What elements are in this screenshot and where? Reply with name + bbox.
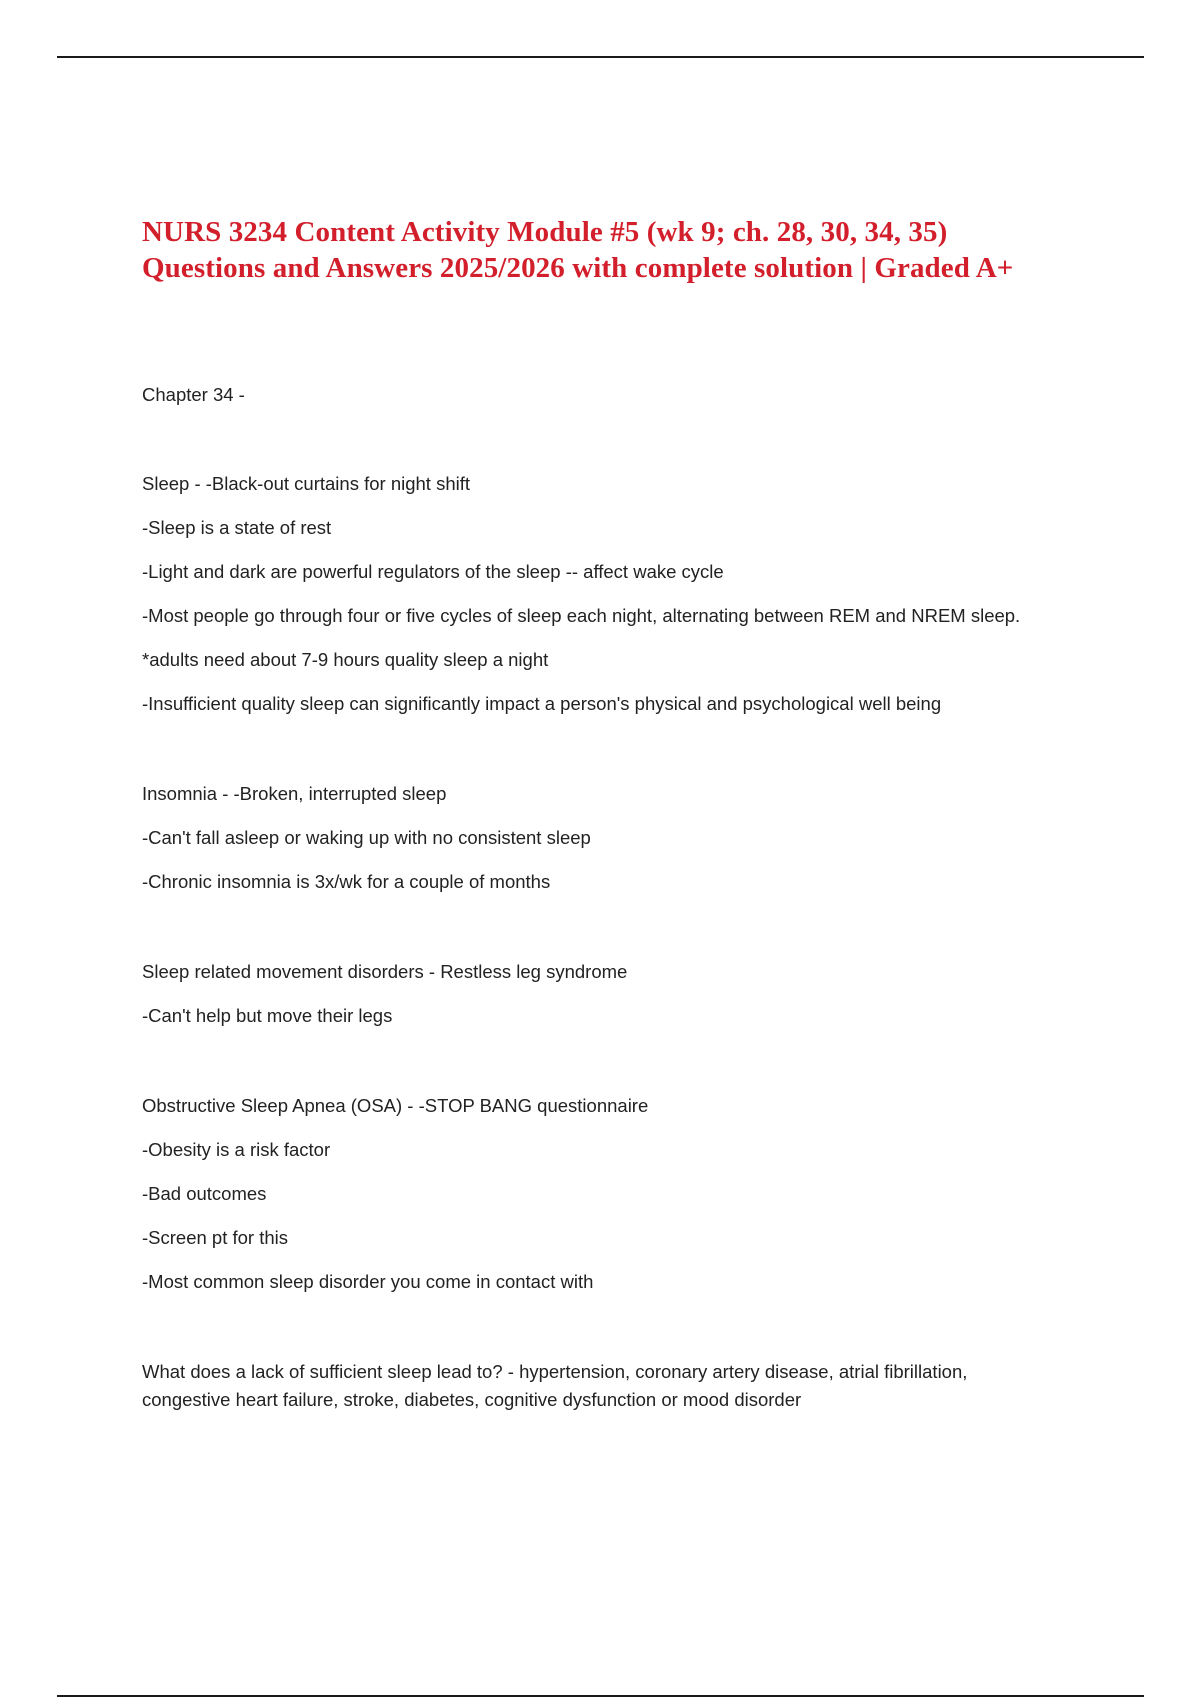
question-answer-line: What does a lack of sufficient sleep lead to? - hypertension, coronary artery disease, atrial fibrillation, congestive heart failure, stroke, diabetes, cognitive dysfunction or mood disorder <box>142 1361 968 1410</box>
note-line: -Sleep is a state of rest <box>142 517 332 538</box>
document-body <box>142 214 1042 1430</box>
note-line: -Can't fall asleep or waking up with no consistent sleep <box>142 827 591 848</box>
section-insomnia <box>142 780 1042 896</box>
top-rule <box>57 56 1144 58</box>
term-line: Insomnia - -Broken, interrupted sleep <box>142 783 447 804</box>
section-sleep <box>142 470 1042 718</box>
chapter-heading: Chapter 34 - <box>142 384 245 405</box>
section-movement-disorders <box>142 958 1042 1030</box>
note-line: -Can't help but move their legs <box>142 1005 393 1026</box>
term-line: Obstructive Sleep Apnea (OSA) - -STOP BANG questionnaire <box>142 1095 649 1116</box>
note-line: -Obesity is a risk factor <box>142 1139 331 1160</box>
bottom-rule <box>57 1695 1144 1697</box>
note-line: -Insufficient quality sleep can significantly impact a person's physical and psychological well being <box>142 693 942 714</box>
note-line: -Most common sleep disorder you come in contact with <box>142 1271 594 1292</box>
section-sleep-deficit <box>142 1358 1042 1414</box>
term-line: Sleep - -Black-out curtains for night shift <box>142 473 471 494</box>
term-line: Sleep related movement disorders - Restless leg syndrome <box>142 961 628 982</box>
note-line: -Chronic insomnia is 3x/wk for a couple of months <box>142 871 551 892</box>
note-line: -Bad outcomes <box>142 1183 267 1204</box>
note-line: -Light and dark are powerful regulators of the sleep -- affect wake cycle <box>142 561 724 582</box>
document-title: NURS 3234 Content Activity Module #5 (wk 9; ch. 28, 30, 34, 35) Questions and Answers 2025/2026 with complete solution | Graded A+ <box>142 216 1014 284</box>
note-line: -Most people go through four or five cycles of sleep each night, alternating between REM and NREM sleep. <box>142 605 1021 626</box>
note-line: -Screen pt for this <box>142 1227 289 1248</box>
note-line: *adults need about 7-9 hours quality sleep a night <box>142 649 549 670</box>
section-osa <box>142 1092 1042 1296</box>
